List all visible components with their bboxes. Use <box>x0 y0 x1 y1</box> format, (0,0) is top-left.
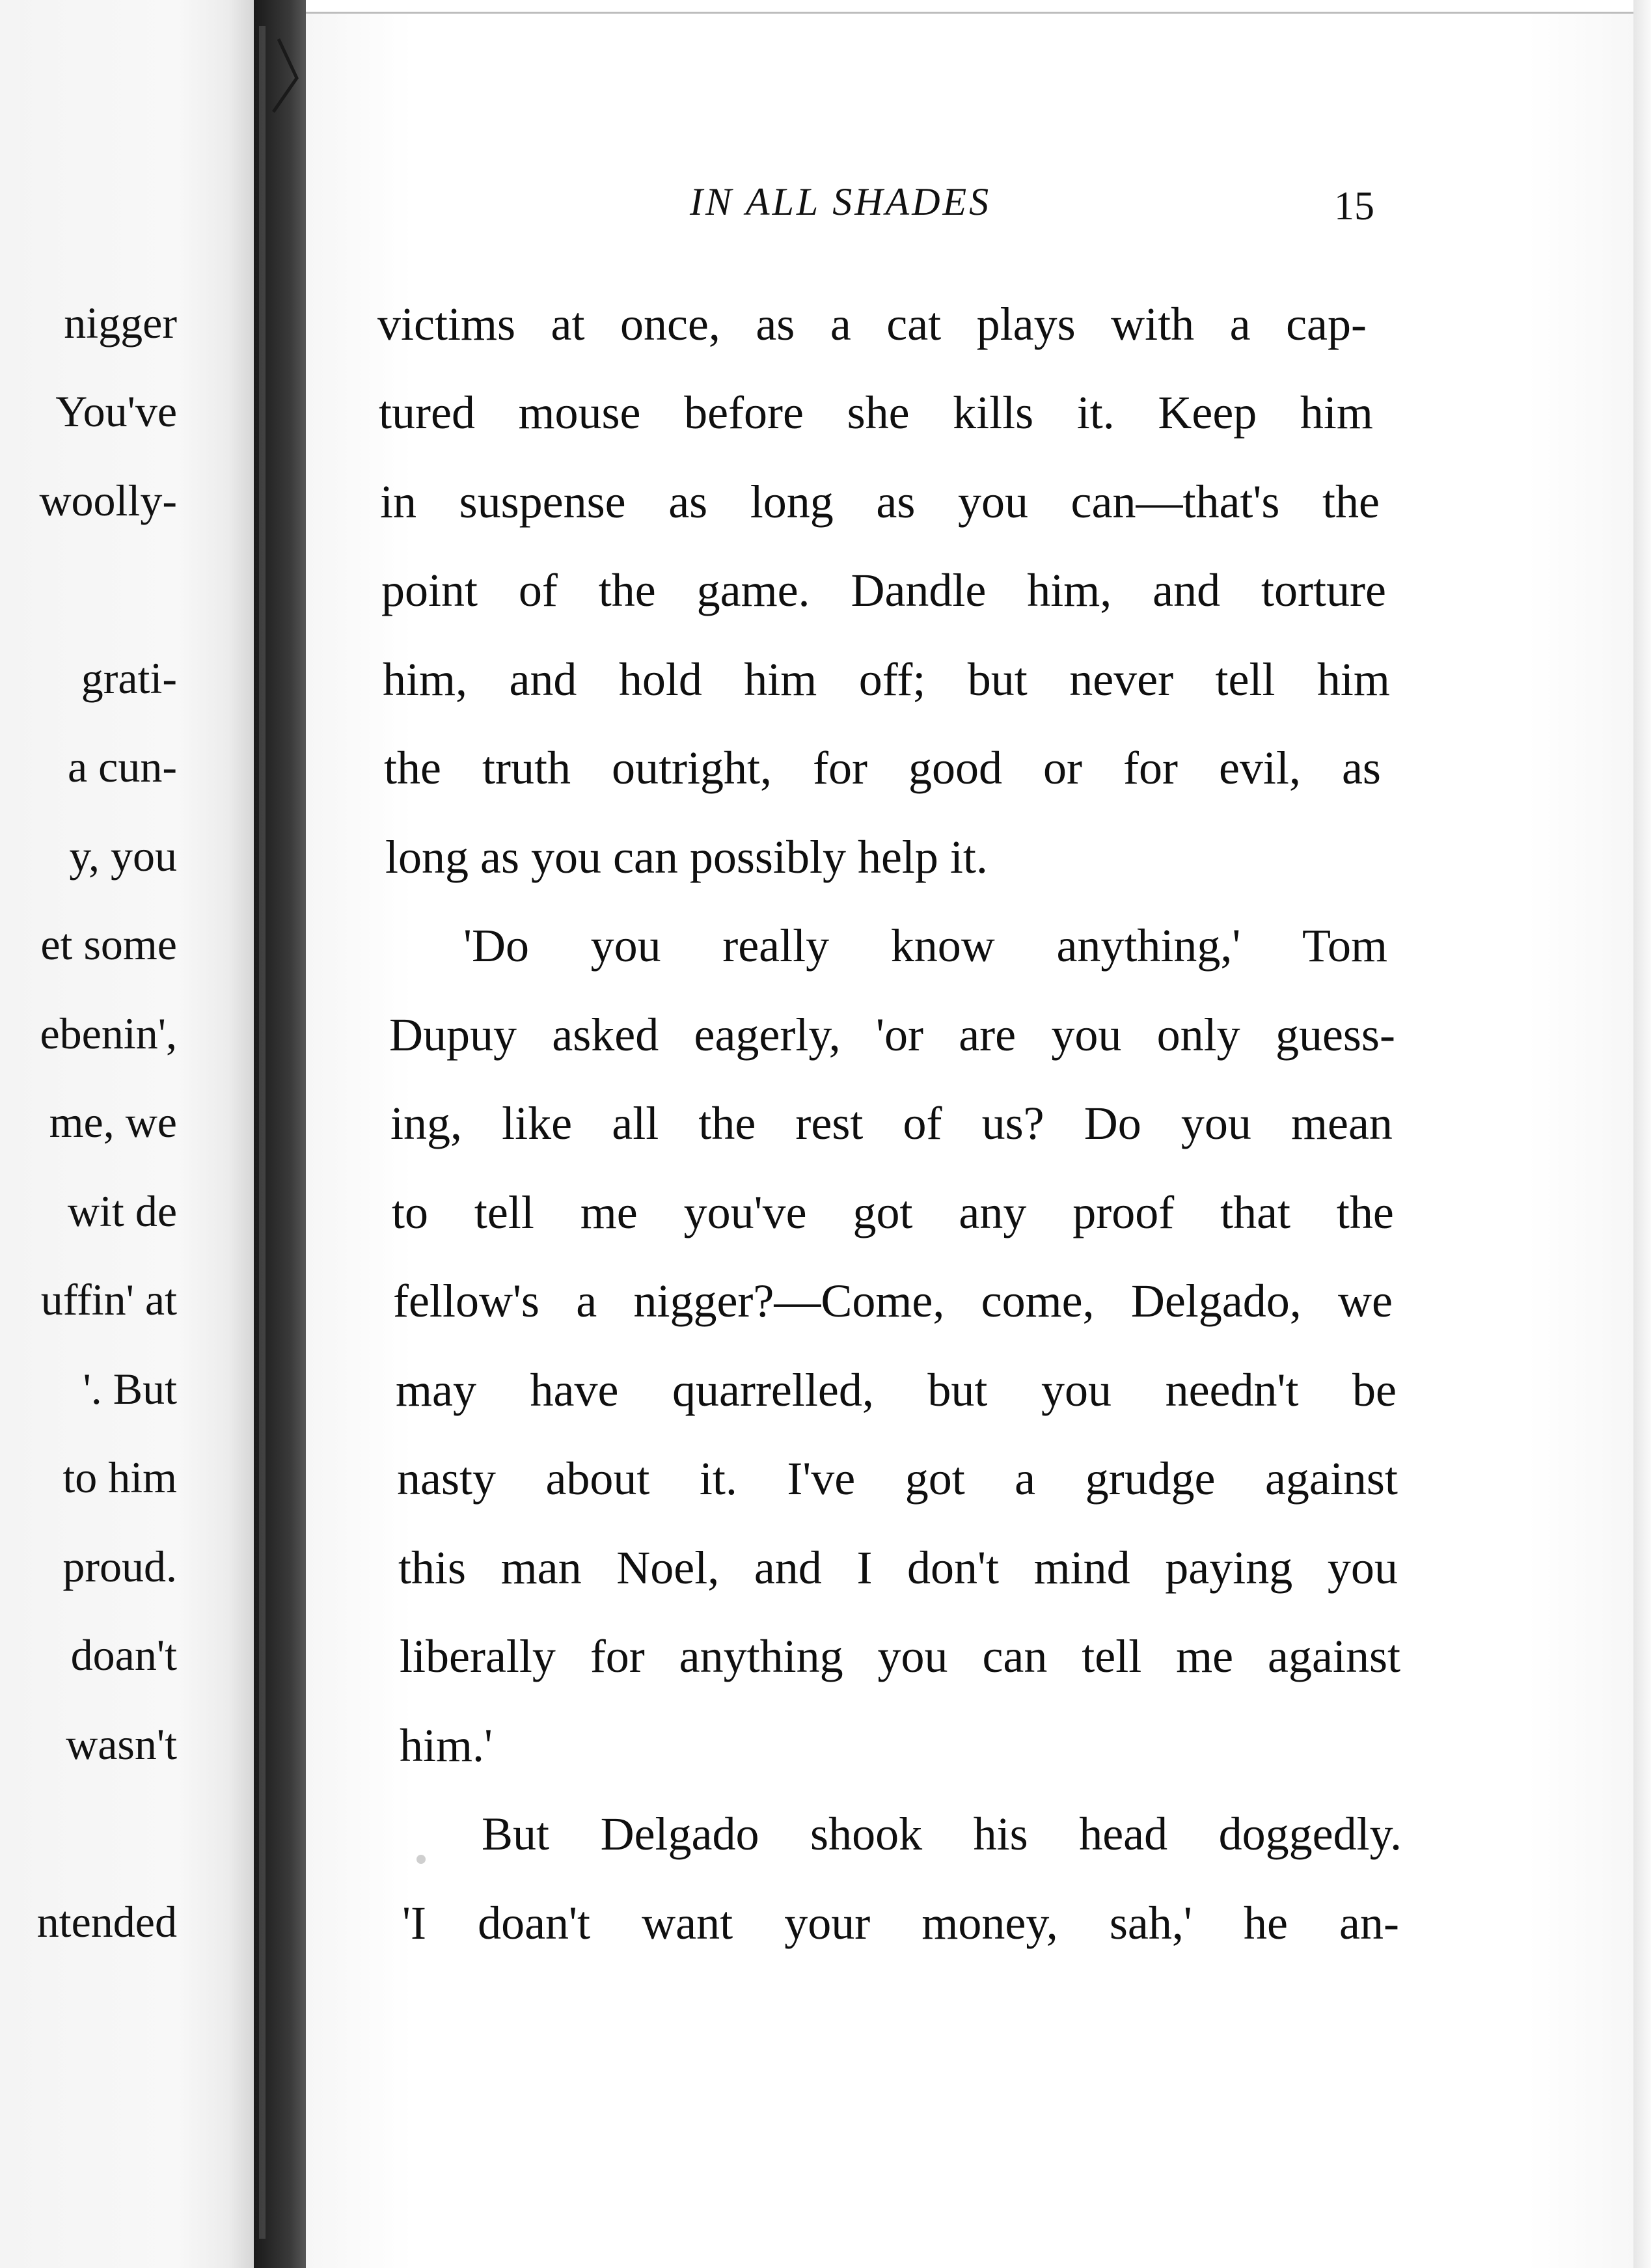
body-word: But <box>482 1808 550 1860</box>
body-word: but <box>967 653 1028 705</box>
body-word: for <box>590 1630 645 1682</box>
body-word: good <box>908 742 1002 794</box>
body-word: to <box>392 1186 429 1238</box>
body-word: against <box>1268 1630 1400 1682</box>
body-word: she <box>847 387 910 439</box>
body-word: long <box>750 476 834 528</box>
body-word: game. <box>696 564 810 616</box>
body-word: an- <box>1339 1897 1399 1949</box>
body-line <box>381 564 1386 616</box>
body-word: ing, <box>390 1097 463 1149</box>
body-word: him <box>1317 653 1390 705</box>
body-word: a <box>830 298 851 350</box>
dust-speck <box>416 1855 426 1864</box>
left-line: proud. <box>62 1542 177 1591</box>
body-line <box>392 1186 1394 1238</box>
body-word: grudge <box>1085 1453 1216 1505</box>
body-word: him, <box>1027 564 1112 616</box>
body-word: of <box>518 564 558 616</box>
body-word: as <box>756 298 795 350</box>
body-word: that <box>1220 1186 1291 1238</box>
body-word: a <box>1015 1453 1036 1505</box>
body-word: with <box>1111 298 1195 350</box>
body-word: a <box>1229 298 1251 350</box>
body-word: you <box>957 476 1028 528</box>
body-word: really <box>722 920 830 972</box>
body-word: can—that's <box>1071 476 1280 528</box>
body-word: it. <box>699 1453 737 1505</box>
body-word: his <box>973 1808 1028 1860</box>
body-word: plays <box>976 298 1076 350</box>
body-word: head <box>1079 1808 1168 1860</box>
body-word: and <box>1153 564 1221 616</box>
body-line <box>384 742 1381 794</box>
body-word: mind <box>1033 1542 1130 1594</box>
body-word: can <box>982 1630 1048 1682</box>
body-word: you <box>877 1630 948 1682</box>
body-word: he <box>1243 1897 1288 1949</box>
body-word: Tom <box>1302 920 1387 972</box>
body-word: got <box>905 1453 965 1505</box>
body-word: quarrelled, <box>672 1364 874 1416</box>
left-line: nigger <box>64 298 177 348</box>
body-word: as <box>1341 742 1381 794</box>
body-word: tell <box>1082 1630 1142 1682</box>
body-word: never <box>1069 653 1174 705</box>
body-word: 'or <box>875 1009 923 1061</box>
body-line <box>389 1009 1395 1061</box>
body-word: proof <box>1072 1186 1175 1238</box>
body-word: you've <box>683 1186 807 1238</box>
body-word: cap- <box>1286 298 1367 350</box>
body-word: all <box>612 1097 659 1149</box>
body-word: you <box>1180 1097 1251 1149</box>
body-word: nasty <box>397 1453 496 1505</box>
body-line <box>397 1453 1398 1505</box>
body-word: cat <box>886 298 942 350</box>
body-word: Dandle <box>851 564 987 616</box>
running-head: IN ALL SHADES <box>690 180 992 223</box>
body-word: money, <box>921 1897 1058 1949</box>
body-word: know <box>890 920 995 972</box>
body-line <box>380 476 1380 528</box>
body-word: don't <box>907 1542 1000 1594</box>
torn-corner-icon <box>259 26 305 117</box>
body-word: be <box>1352 1364 1397 1416</box>
body-word: want <box>642 1897 733 1949</box>
body-word: him <box>1300 387 1373 439</box>
body-line <box>383 653 1390 705</box>
body-word: I've <box>787 1453 856 1505</box>
left-line: a cun- <box>67 742 177 791</box>
body-word: 'Do <box>463 920 529 972</box>
body-word: mean <box>1290 1097 1393 1149</box>
body-word: and <box>509 653 577 705</box>
body-word: got <box>853 1186 913 1238</box>
body-word: 'I <box>402 1897 426 1949</box>
body-word: us? <box>981 1097 1044 1149</box>
body-word: once, <box>620 298 720 350</box>
body-word: any <box>959 1186 1027 1238</box>
body-word: eagerly, <box>694 1009 841 1061</box>
body-word: mouse <box>518 387 641 439</box>
body-word: Noel, <box>616 1542 720 1594</box>
body-word: nigger?—Come, <box>633 1275 945 1327</box>
left-page <box>0 0 254 2268</box>
body-word: doan't <box>478 1897 591 1949</box>
body-word: may <box>396 1364 476 1416</box>
left-line: wit de <box>67 1186 177 1236</box>
left-line: me, we <box>49 1097 177 1147</box>
body-word: you <box>1327 1542 1398 1594</box>
body-word: about <box>545 1453 650 1505</box>
body-word: anything,' <box>1056 920 1241 972</box>
body-word: off; <box>858 653 926 705</box>
body-word: of <box>903 1097 942 1149</box>
body-line <box>385 831 988 883</box>
body-line <box>393 1275 1393 1327</box>
body-word: your <box>784 1897 871 1949</box>
body-line <box>398 1542 1398 1594</box>
left-line: gratі- <box>81 653 177 703</box>
body-word: only <box>1156 1009 1240 1061</box>
body-word: fellow's <box>393 1275 539 1327</box>
body-word: you <box>1051 1009 1122 1061</box>
body-word: but <box>927 1364 988 1416</box>
body-word: paying <box>1165 1542 1293 1594</box>
body-word: anything <box>679 1630 843 1682</box>
body-word: doggedly. <box>1218 1808 1402 1860</box>
left-line: doan't <box>70 1630 177 1680</box>
body-word: rest <box>795 1097 864 1149</box>
left-line: ntended <box>36 1897 177 1947</box>
body-word: like <box>502 1097 573 1149</box>
body-line <box>463 920 1387 972</box>
body-word: evil, <box>1218 742 1301 794</box>
body-word: him <box>744 653 817 705</box>
body-word: are <box>959 1009 1017 1061</box>
page-number: 15 <box>1334 184 1374 228</box>
body-word: truth <box>482 742 571 794</box>
body-line <box>482 1808 1402 1860</box>
body-word: me <box>580 1186 638 1238</box>
body-line <box>390 1097 1393 1149</box>
body-word: I <box>856 1542 873 1594</box>
body-word: asked <box>552 1009 659 1061</box>
body-word: we <box>1338 1275 1393 1327</box>
body-word: at <box>551 298 585 350</box>
body-word: the <box>1322 476 1380 528</box>
body-word: tured <box>379 387 475 439</box>
left-line: y, you <box>69 831 177 881</box>
left-line: woolly- <box>39 476 177 525</box>
body-line <box>402 1897 1399 1949</box>
body-word: hold <box>618 653 702 705</box>
body-word: suspense <box>459 476 626 528</box>
body-word: the <box>1336 1186 1394 1238</box>
body-word: the <box>698 1097 756 1149</box>
body-word: tell <box>1215 653 1276 705</box>
body-word: man <box>500 1542 582 1594</box>
body-line <box>400 1719 493 1771</box>
body-word: for <box>813 742 867 794</box>
body-word: before <box>684 387 804 439</box>
body-word: victims <box>377 298 515 350</box>
body-line <box>379 387 1373 439</box>
body-word: this <box>398 1542 467 1594</box>
body-word: for <box>1123 742 1178 794</box>
body-word: in <box>380 476 417 528</box>
body-line <box>377 298 1367 350</box>
body-word: or <box>1043 742 1082 794</box>
body-word: outright, <box>611 742 772 794</box>
body-word: him, <box>383 653 468 705</box>
left-line: '. But <box>83 1364 177 1414</box>
body-word: as <box>876 476 916 528</box>
body-word: have <box>530 1364 619 1416</box>
body-word: needn't <box>1165 1364 1299 1416</box>
left-line: You've <box>55 387 177 436</box>
body-word: Keep <box>1158 387 1257 439</box>
left-line: et some <box>40 920 177 969</box>
left-line: uffin' at <box>40 1275 177 1324</box>
body-word: torture <box>1261 564 1386 616</box>
body-word: me <box>1176 1630 1234 1682</box>
body-word: point <box>381 564 478 616</box>
body-word: against <box>1264 1453 1398 1505</box>
body-word: come, <box>981 1275 1095 1327</box>
body-line <box>400 1630 1400 1682</box>
page-edge <box>1633 0 1651 2268</box>
body-word: you <box>590 920 661 972</box>
body-word: you <box>1041 1364 1112 1416</box>
body-word: Dupuy <box>389 1009 517 1061</box>
body-word: Delgado <box>600 1808 759 1860</box>
body-word: kills <box>953 387 1034 439</box>
body-word: the <box>384 742 441 794</box>
body-line-text: him.' <box>400 1719 493 1771</box>
left-line: wasn't <box>66 1719 177 1769</box>
body-word: shook <box>810 1808 923 1860</box>
body-word: the <box>598 564 656 616</box>
body-word: a <box>576 1275 597 1327</box>
left-line: to him <box>62 1453 177 1502</box>
body-word: as <box>668 476 708 528</box>
body-line <box>396 1364 1397 1416</box>
body-word: Delgado, <box>1130 1275 1302 1327</box>
body-line-text: long as you can possibly help it. <box>385 831 988 883</box>
body-word: sah,' <box>1109 1897 1192 1949</box>
gutter-highlight <box>259 26 266 2239</box>
body-word: and <box>754 1542 822 1594</box>
body-word: it. <box>1076 387 1115 439</box>
body-word: Do <box>1084 1097 1141 1149</box>
body-word: tell <box>474 1186 534 1238</box>
body-word: guess- <box>1275 1009 1395 1061</box>
left-line: ebenin', <box>40 1009 177 1058</box>
body-word: liberally <box>400 1630 556 1682</box>
